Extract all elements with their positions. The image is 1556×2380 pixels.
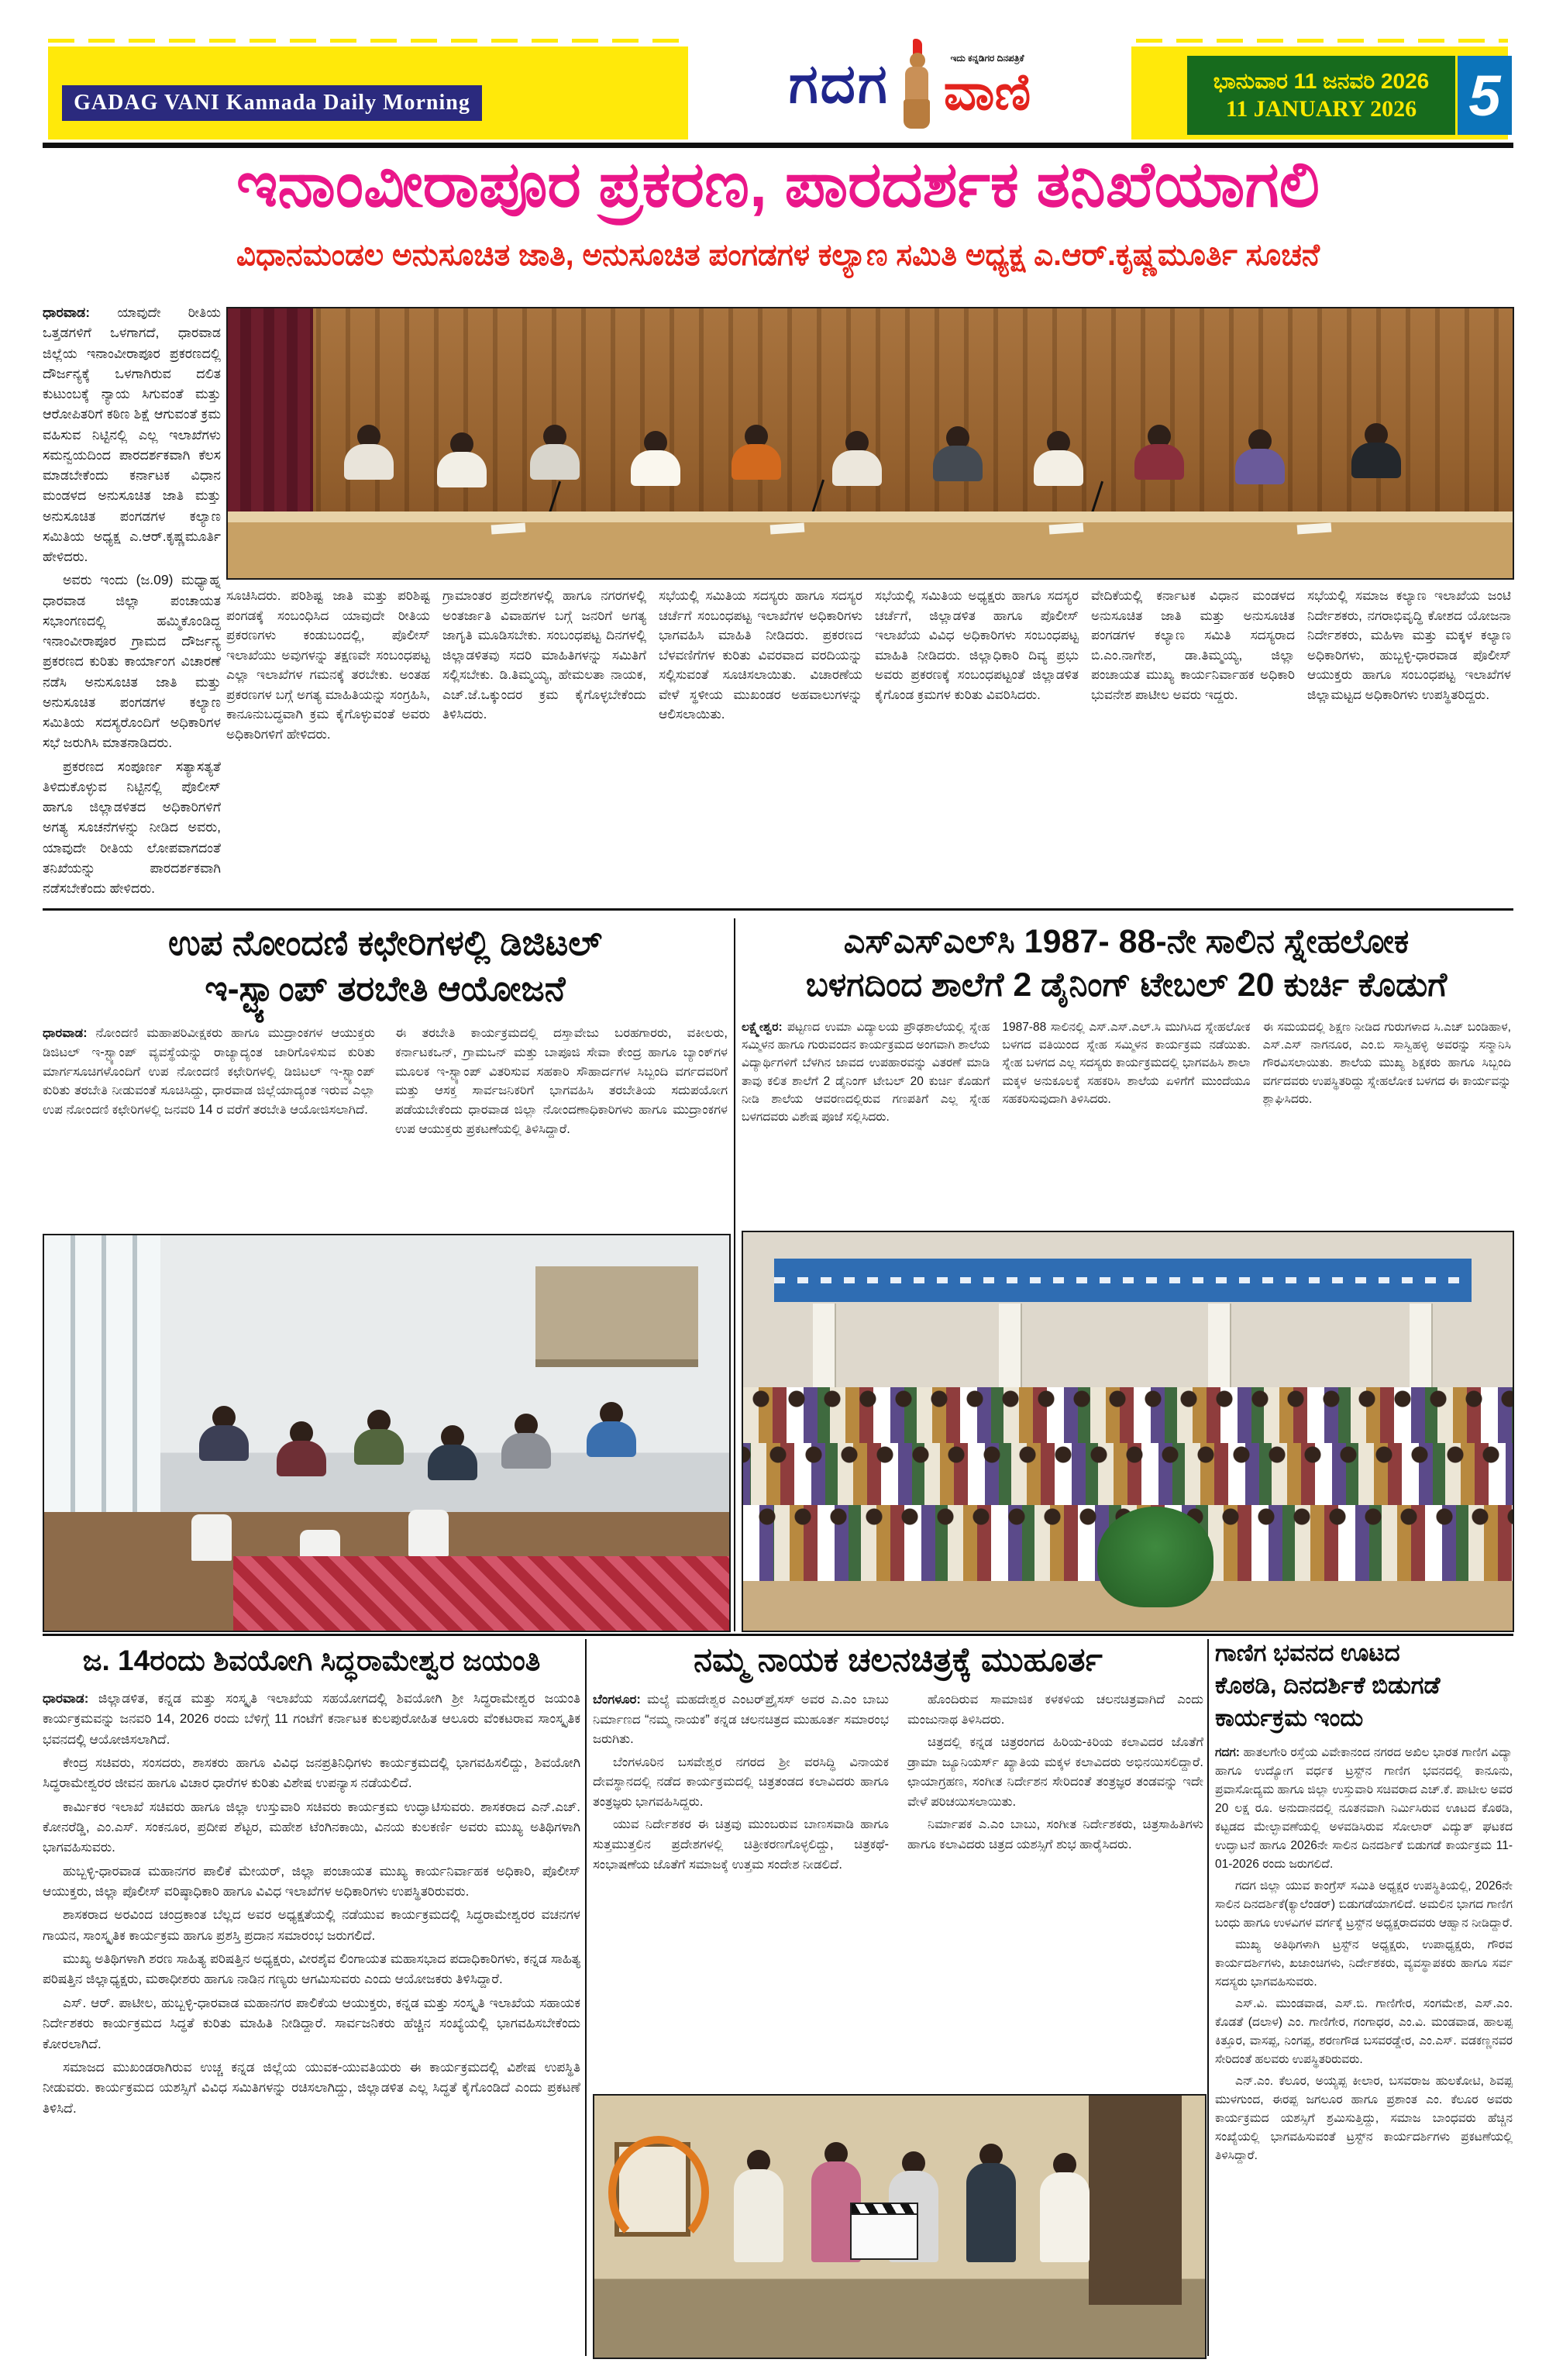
lead-headline: ಇನಾಂವೀರಾಪೂರ ಪ್ರಕರಣ, ಪಾರದರ್ಶಕ ತನಿಖೆಯಾಗಲಿ <box>236 150 1320 220</box>
ganiga-headline: ಗಾಣಿಗ ಭವನದ ಊಟದ ಕೊಠಡಿ, ದಿನದರ್ಶಿಕೆ ಬಿಡುಗಡೆ ಕಾರ್ಯಕ್ರಮ ಇಂದು <box>1215 1639 1441 1731</box>
estamp-dateline: ಧಾರವಾಡ: <box>43 1026 88 1040</box>
body-paragraph: ಎಸ್. ಆರ್. ಪಾಟೀಲ, ಹುಬ್ಬಳ್ಳಿ-ಧಾರವಾಡ ಮಹಾನಗರ ಪಾಲಿಕೆಯ ಆಯುಕ್ತರು, ಕನ್ನಡ ಮತ್ತು ಸಂಸ್ಕೃತಿ ಇಲಾಖೆಯ ಸಹಾಯಕ ನಿರ್ದೇಶಕರು ಕಾರ್ಯಕ್ರಮದ ಸಿದ್ಧತೆ ಕುರಿತು ಮಾಹಿತಿ ನೀಡಿದ್ದಾರೆ. ಸಾರ್ವಜನಿಕರು ಹೆಚ್ಚಿನ ಸಂಖ್ಯೆಯಲ್ಲಿ ಭಾಗವಹಿಸಬೇಕೆಂದು ಕೋರಲಾಗಿದೆ. <box>43 1995 580 2051</box>
body-paragraph: ಚಿತ್ರದಲ್ಲಿ ಕನ್ನಡ ಚಿತ್ರರಂಗದ ಹಿರಿಯ-ಕಿರಿಯ ಕಲಾವಿದರ ಜೊತೆಗೆ ಡ್ರಾಮಾ ಜ್ಯೂನಿಯರ್ಸ್ ಖ್ಯಾತಿಯ ಮಕ್ಕಳ ಕಲಾವಿದರು ಅಭಿನಯಿಸಲಿದ್ದಾರೆ. ಛಾಯಾಗ್ರಹಣ, ಸಂಗೀತ ನಿರ್ದೇಶನ ಸೇರಿದಂತೆ ತಂತ್ರಜ್ಞರ ತಂಡವನ್ನು ಇದೇ ವೇಳೆ ಪರಿಚಯಿಸಲಾಯಿತು. <box>907 1735 1203 1809</box>
muhurta-dateline: ಬೆಂಗಳೂರ: <box>593 1693 641 1707</box>
lead-column: ಸಭೆಯಲ್ಲಿ ಸಮಿತಿಯ ಸದಸ್ಯರು ಹಾಗೂ ಸದಸ್ಯರ ಚರ್ಚೆಗೆ ಸಂಬಂಧಪಟ್ಟ ಇಲಾಖೆಗಳ ಅಧಿಕಾರಿಗಳು ಭಾಗವಹಿಸಿ ಮಾಹಿತಿ ನೀಡಿದರು. ಪ್ರಕರಣದ ಬೆಳವಣಿಗೆಗಳ ಕುರಿತು ವಿವರವಾದ ವರದಿಯನ್ನು ಸಲ್ಲಿಸುವಂತೆ ಸೂಚಿಸಲಾಯಿತು. ವಿಚಾರಣೆಯ ವೇಳೆ ಸ್ಥಳೀಯ ಮುಖಂಡರ ಅಹವಾಲುಗಳನ್ನು ಆಲಿಸಲಾಯಿತು. <box>659 588 862 722</box>
body-paragraph: ಕೇಂದ್ರ ಸಚಿವರು, ಸಂಸದರು, ಶಾಸಕರು ಹಾಗೂ ವಿವಿಧ ಜನಪ್ರತಿನಿಧಿಗಳು ಕಾರ್ಯಕ್ರಮದಲ್ಲಿ ಭಾಗವಹಿಸಲಿದ್ದು, ಶಿವಯೋಗಿ ಸಿದ್ಧರಾಮೇಶ್ವರರ ಜೀವನ ಹಾಗೂ ವಿಚಾರ ಧಾರೆಗಳ ಕುರಿತು ವಿಶೇಷ ಉಪನ್ಯಾಸ ನಡೆಯಲಿದೆ. <box>43 1755 580 1791</box>
school-banner <box>774 1259 1472 1302</box>
estamp-headline: ಉಪ ನೋಂದಣಿ ಕಛೇರಿಗಳಲ್ಲಿ ಡಿಜಿಟಲ್ ಇ-ಸ್ಟ್ಯಾಂಪ್ ತರಬೇತಿ ಆಯೋಜನೆ <box>167 923 603 1008</box>
body-paragraph: ಮುಖ್ಯ ಅತಿಥಿಗಳಾಗಿ ಶರಣ ಸಾಹಿತ್ಯ ಪರಿಷತ್ತಿನ ಅಧ್ಯಕ್ಷರು, ವೀರಶೈವ ಲಿಂಗಾಯತ ಮಹಾಸಭಾದ ಪದಾಧಿಕಾರಿಗಳು, ಕನ್ನಡ ಸಾಹಿತ್ಯ ಪರಿಷತ್ತಿನ ಜಿಲ್ಲಾಧ್ಯಕ್ಷರು, ಮಠಾಧೀಶರು ಹಾಗೂ ನಾಡಿನ ಗಣ್ಯರು ಆಗಮಿಸುವರು ಎಂದು ಆಯೋಜಕರು ತಿಳಿಸಿದ್ದಾರೆ. <box>43 1951 580 1987</box>
section-rule <box>43 1634 1513 1636</box>
masthead-left-banner: GADAG VANI Kannada Daily Morning <box>62 85 482 121</box>
section-rule <box>43 908 1513 911</box>
meeting-dais-photo <box>226 307 1514 580</box>
column-rule <box>734 918 735 1631</box>
plant <box>1097 1507 1213 1607</box>
statue-logo-icon <box>899 39 935 130</box>
body-paragraph: ಸಮಾಜದ ಮುಖಂಡರಾಗಿರುವ ಉಚ್ಚ ಕನ್ನಡ ಜಿಲ್ಲೆಯ ಯುವಕ-ಯುವತಿಯರು ಈ ಕಾರ್ಯಕ್ರಮದಲ್ಲಿ ವಿಶೇಷ ಉಪಸ್ಥಿತಿ ನೀಡುವರು. ಕಾರ್ಯಕ್ರಮದ ಯಶಸ್ಸಿಗೆ ವಿವಿಧ ಸಮಿತಿಗಳನ್ನು ರಚಿಸಲಾಗಿದ್ದು, ಜಿಲ್ಲಾಡಳಿತ ಎಲ್ಲ ಸಿದ್ಧತೆ ಕೈಗೊಂಡಿದೆ ಎಂದು ಪ್ರಕಟಣೆ ತಿಳಿಸಿದೆ. <box>43 2059 580 2116</box>
jayanti-headline: ಜ. 14ರಂದು ಶಿವಯೋಗಿ ಸಿದ್ಧರಾಮೇಶ್ವರ ಜಯಂತಿ <box>82 1645 541 1676</box>
logo-word-gadag: ಗದಗ <box>788 53 890 114</box>
muhurta-photo <box>593 2094 1207 2359</box>
body-paragraph: ಮುಖ್ಯ ಅತಿಥಿಗಳಾಗಿ ಟ್ರಸ್ಟ್‌ನ ಅಧ್ಯಕ್ಷರು, ಉಪಾಧ್ಯಕ್ಷರು, ಗೌರವ ಕಾರ್ಯದರ್ಶಿಗಳು, ಖಜಾಂಚಿಗಳು, ನಿರ್ದೇಶಕರು, ವ್ಯವಸ್ಥಾಪಕರು ಹಾಗೂ ಸರ್ವ ಸದಸ್ಯರು ಭಾಗವಹಿಸುವರು. <box>1215 1937 1513 1989</box>
column-rule <box>1207 1639 1209 2356</box>
sslc-headline: ಎಸ್‌ಎಸ್‌ಎಲ್‌ಸಿ 1987- 88-ನೇ ಸಾಲಿನ ಸ್ನೇಹಲೋಕ ಬಳಗದಿಂದ ಶಾಲೆಗೆ 2 ಡೈನಿಂಗ್ ಟೇಬಲ್ 20 ಕುರ್ಚಿ ಕೊಡುಗೆ <box>805 923 1448 1004</box>
lead-left-column <box>43 302 221 904</box>
lead-column: ಸೂಚಿಸಿದರು. ಪರಿಶಿಷ್ಟ ಜಾತಿ ಮತ್ತು ಪರಿಶಿಷ್ಟ ಪಂಗಡಕ್ಕೆ ಸಂಬಂಧಿಸಿದ ಯಾವುದೇ ರೀತಿಯ ಪ್ರಕರಣಗಳು ಕಂಡುಬಂದಲ್ಲಿ, ಪೊಲೀಸ್ ಇಲಾಖೆಯು ಅವುಗಳನ್ನು ತಕ್ಷಣವೇ ಸಂಬಂಧಪಟ್ಟ ಎಲ್ಲಾ ಇಲಾಖೆಗಳ ಗಮನಕ್ಕೆ ತರಬೇಕು. ಅಂತಹ ಪ್ರಕರಣಗಳ ಬಗ್ಗೆ ಅಗತ್ಯ ಮಾಹಿತಿಯನ್ನು ಸಂಗ್ರಹಿಸಿ, ಕಾನೂನುಬದ್ಧವಾಗಿ ಕ್ರಮ ಕೈಗೊಳ್ಳುವಂತೆ ಅವರು ಅಧಿಕಾರಿಗಳಿಗೆ ಹೇಳಿದರು. <box>226 588 430 742</box>
body-paragraph: ಅವರು ಇಂದು (ಜ.09) ಮಧ್ಯಾಹ್ನ ಧಾರವಾಡ ಜಿಲ್ಲಾ ಪಂಚಾಯತ ಸಭಾಂಗಣದಲ್ಲಿ ಹಮ್ಮಿಕೊಂಡಿದ್ದ ಇನಾಂವೀರಾಪೂರ ಗ್ರಾಮದ ದೌರ್ಜನ್ಯ ಪ್ರಕರಣದ ಕುರಿತು ಕಾರ್ಯಾಂಗ ವಿಚಾರಣೆ ನಡೆಸಿ ಅನುಸೂಚಿತ ಜಾತಿ ಮತ್ತು ಅನುಸೂಚಿತ ಪಂಗಡಗಳ ಕಲ್ಯಾಣ ಸಮಿತಿಯ ಸದಸ್ಯರೊಂದಿಗೆ ಅಧಿಕಾರಿಗಳ ಸಭೆ ಜರುಗಿಸಿ ಮಾತನಾಡಿದರು. <box>43 572 221 751</box>
door <box>1089 2096 1182 2305</box>
story-muhurta: ನಮ್ಮ ನಾಯಕ ಚಲನಚಿತ್ರಕ್ಕೆ ಮುಹೂರ್ತ ಬೆಂಗಳೂರ: ಮಲ್ಯೆ ಮಹದೇಶ್ವರ ಎಂಟರ್‌ಪ್ರೈಸಸ್ ಅವರ ಎ.ಎಂ ಬಾಬು ನಿರ್ಮಾಣದ “ನಮ್ಮ ನಾಯಕ” ಕನ್ನಡ ಚಲನಚಿತ್ರದ ಮುಹೂರ್ತ ಸಮಾರಂಭ ಜರುಗಿತು. ಬೆಂಗಳೂರಿನ ಬಸವೇಶ್ವರ ನಗರದ ಶ್ರೀ ವರಸಿದ್ಧಿ ವಿನಾಯಕ ದೇವಸ್ಥಾನದಲ್ಲಿ ನಡೆದ ಕಾರ್ಯಕ್ರಮದಲ್ಲಿ ಚಿತ್ರತಂಡದ ಕಲಾವಿದರು ಹಾಗೂ ತಂತ್ರಜ್ಞರು ಭಾಗವಹಿಸಿದ್ದರು. ಯುವ ನಿರ್ದೇಶಕರ ಈ ಚಿತ್ರವು ಮುಂಬರುವ ಬಾಣಸವಾಡಿ ಹಾಗೂ ಸುತ್ತಮುತ್ತಲಿನ ಪ್ರದೇಶಗಳಲ್ಲಿ ಚಿತ್ರೀಕರಣಗೊಳ್ಳಲಿದ್ದು, ಚಿತ್ರಕಥೆ-ಸಂಭಾಷಣೆಯ ಜೊತೆಗೆ ಸಮಾಜಕ್ಕೆ ಉತ್ತಮ ಸಂದೇಶ ನೀಡಲಿದೆ. ಹೊಂದಿರುವ ಸಾಮಾಜಿಕ ಕಳಕಳಿಯ ಚಲನಚಿತ್ರವಾಗಿದೆ ಎಂದು ಮಂಜುನಾಥ ತಿಳಿಸಿದರು. ಚಿತ್ರದಲ್ಲಿ ಕನ್ನಡ ಚಿತ್ರರಂಗದ ಹಿರಿಯ-ಕಿರಿಯ ಕಲಾವಿದರ ಜೊತೆಗೆ ಡ್ರಾಮಾ ಜ್ಯೂನಿಯರ್ಸ್ ಖ್ಯಾತಿಯ ಮಕ್ಕಳ ಕಲಾವಿದರು ಅಭಿನಯಿಸಲಿದ್ದಾರೆ. ಛಾಯಾಗ್ರಹಣ, ಸಂಗೀತ ನಿರ್ದೇಶನ ಸೇರಿದಂತೆ ತಂತ್ರಜ್ಞರ ತಂಡವನ್ನು ಇದೇ ವೇಳೆ ಪರಿಚಯಿಸಲಾಯಿತು. ನಿರ್ಮಾಪಕ ಎ.ಎಂ ಬಾಬು, ಸಂಗೀತ ನಿರ್ದೇಶಕರು, ಚಿತ್ರಸಾಹಿತಿಗಳು ಹಾಗೂ ಕಲಾವಿದರು ಚಿತ್ರದ ಯಶಸ್ಸಿಗೆ ಶುಭ ಹಾರೈಸಿದರು. <box>593 1641 1203 2356</box>
window <box>44 1235 160 1512</box>
jayanti-dateline: ಧಾರವಾಡ: <box>43 1691 89 1706</box>
sslc-dateline: ಲಕ್ಷ್ಮೇಶ್ವರ: <box>742 1020 783 1034</box>
masthead-rule <box>43 143 1513 148</box>
body-paragraph: ಹೊಂದಿರುವ ಸಾಮಾಜಿಕ ಕಳಕಳಿಯ ಚಲನಚಿತ್ರವಾಗಿದೆ ಎಂದು ಮಂಜುನಾಥ ತಿಳಿಸಿದರು. <box>907 1693 1203 1727</box>
lead-column: ಸಭೆಯಲ್ಲಿ ಸಮಾಜ ಕಲ್ಯಾಣ ಇಲಾಖೆಯ ಜಂಟಿ ನಿರ್ದೇಶಕರು, ನಗರಾಭಿವೃದ್ಧಿ ಕೋಶದ ಯೋಜನಾ ನಿರ್ದೇಶಕರು, ಮಹಿಳಾ ಮತ್ತು ಮಕ್ಕಳ ಕಲ್ಯಾಣ ಅಧಿಕಾರಿಗಳು, ಹುಬ್ಬಳ್ಳಿ-ಧಾರವಾಡ ಪೊಲೀಸ್ ಆಯುಕ್ತರು ಹಾಗೂ ಸಂಬಂಧಪಟ್ಟ ಇಲಾಖೆಗಳ ಜಿಲ್ಲಾಮಟ್ಟದ ಅಧಿಕಾರಿಗಳು ಉಪಸ್ಥಿತರಿದ್ದರು. <box>1307 588 1511 702</box>
lead-subheadline: ವಿಧಾನಮಂಡಲ ಅನುಸೂಚಿತ ಜಾತಿ, ಅನುಸೂಚಿತ ಪಂಗಡಗಳ ಕಲ್ಯಾಣ ಸಮಿತಿ ಅಧ್ಯಕ್ಷ ಎ.ಆರ್.ಕೃಷ್ಣಮೂರ್ತಿ ಸೂಚನೆ <box>236 239 1320 272</box>
body-paragraph: ಶಾಸಕರಾದ ಅರವಿಂದ ಚಂದ್ರಕಾಂತ ಬೆಲ್ಲದ ಅವರ ಅಧ್ಯಕ್ಷತೆಯಲ್ಲಿ ನಡೆಯುವ ಕಾರ್ಯಕ್ರಮದಲ್ಲಿ ಸಿದ್ಧರಾಮೇಶ್ವರರ ವಚನಗಳ ಗಾಯನ, ಸಾಂಸ್ಕೃತಿಕ ಕಾರ್ಯಕ್ರಮ ಹಾಗೂ ಪ್ರಶಸ್ತಿ ಪ್ರದಾನ ಸಮಾರಂಭ ಜರುಗಲಿದೆ. <box>43 1907 580 1943</box>
body-paragraph: ಪ್ರಕರಣದ ಸಂಪೂರ್ಣ ಸತ್ಯಾಸತ್ಯತೆ ತಿಳಿದುಕೊಳ್ಳುವ ನಿಟ್ಟಿನಲ್ಲಿ ಪೊಲೀಸ್ ಹಾಗೂ ಜಿಲ್ಲಾಡಳಿತದ ಅಧಿಕಾರಿಗಳಿಗೆ ಅಗತ್ಯ ಸೂಚನೆಗಳನ್ನು ನೀಡಿದ ಅವರು, ಯಾವುದೇ ರೀತಿಯ ಲೋಪವಾಗದಂತೆ ತನಿಖೆಯನ್ನು ಪಾರದರ್ಶಕವಾಗಿ ನಡೆಸಬೇಕೆಂದು ಹೇಳಿದರು. <box>43 758 221 896</box>
estamp-body: ಧಾರವಾಡ: ನೋಂದಣಿ ಮಹಾಪರಿವೀಕ್ಷಕರು ಹಾಗೂ ಮುದ್ರಾಂಕಗಳ ಆಯುಕ್ತರು ಡಿಜಿಟಲ್ ಇ-ಸ್ಟ್ಯಾಂಪ್ ವ್ಯವಸ್ಥೆಯನ್ನು ರಾಜ್ಯಾದ್ಯಂತ ಜಾರಿಗೊಳಿಸುವ ಕುರಿತು ಮಾರ್ಗಸೂಚಿಗಳೊಂದಿಗೆ ಉಪ ನೋಂದಣಿ ಕಛೇರಿಗಳಲ್ಲಿ ಡಿಜಿಟಲ್ ಇ-ಸ್ಟ್ಯಾಂಪ್ ಕುರಿತು ತರಬೇತಿ ನೀಡುವಂತೆ ಸೂಚಿಸಿದ್ದು, ಧಾರವಾಡ ಜಿಲ್ಲೆಯಾದ್ಯಂತ ಇರುವ ಎಲ್ಲಾ ಉಪ ನೋಂದಣಿ ಕಛೇರಿಗಳಲ್ಲಿ ಜನವರಿ 14 ರ ವರೆಗೆ ತರಬೇತಿ ಆಯೋಜಿಸಲಾಗಿದೆ. ಈ ತರಬೇತಿ ಕಾರ್ಯಕ್ರಮದಲ್ಲಿ ದಸ್ತಾವೇಜು ಬರಹಗಾರರು, ವಕೀಲರು, ಕರ್ನಾಟಕಒನ್, ಗ್ರಾಮಒನ್ ಮತ್ತು ಬಾಪೂಜಿ ಸೇವಾ ಕೇಂದ್ರ ಹಾಗೂ ಬ್ಯಾಂಕ್‌ಗಳ ಮೂಲಕ ಇ-ಸ್ಟ್ಯಾಂಪ್ ವಿತರಿಸುವ ಸಹಕಾರಿ ಸೌಹಾರ್ದಗಳ ಸಿಬ್ಬಂದಿ ವರ್ಗದವರಿಗೆ ಮತ್ತು ಆಸಕ್ತ ಸಾರ್ವಜನಿಕರಿಗೆ ಭಾಗವಹಿಸಿ ತರಬೇತಿಯ ಸದುಪಯೋಗ ಪಡೆಯಬೇಕೆಂದು ಧಾರವಾಡ ಜಿಲ್ಲಾ ನೋಂದಣಾಧಿಕಾರಿಗಳು ಹಾಗೂ ಮುದ್ರಾಂಕಗಳ ಉಪ ಆಯುಕ್ತರು ಪ್ರಕಟಣೆಯಲ್ಲಿ ತಿಳಿಸಿದ್ದಾರೆ. <box>43 1026 728 1136</box>
lead-body-columns <box>226 586 1511 902</box>
muhurta-headline: ನಮ್ಮ ನಾಯಕ ಚಲನಚಿತ್ರಕ್ಕೆ ಮುಹೂರ್ತ <box>694 1641 1103 1679</box>
logo-word-vani: ವಾಣಿ <box>943 62 1031 120</box>
page-number: 5 <box>1458 56 1512 135</box>
date-box <box>1187 56 1455 135</box>
masthead-logo <box>688 28 1131 141</box>
logo-tagline: ಇದು ಕನ್ನಡಿಗರ ದಿನಪತ್ರಿಕೆ <box>950 52 1024 64</box>
body-paragraph <box>43 901 221 904</box>
lead-column: ಗ್ರಾಮಾಂತರ ಪ್ರದೇಶಗಳಲ್ಲಿ ಹಾಗೂ ನಗರಗಳಲ್ಲಿ ಅಂತರ್ಜಾತಿ ವಿವಾಹಗಳ ಬಗ್ಗೆ ಜನರಿಗೆ ಅಗತ್ಯ ಜಾಗೃತಿ ಮೂಡಿಸಬೇಕು. ಸಂಬಂಧಪಟ್ಟ ದಿನಗಳಲ್ಲಿ ಜಿಲ್ಲಾಡಳಿತವು ಸದರಿ ಮಾಹಿತಿಗಳನ್ನು ಸಮಿತಿಗೆ ಸಲ್ಲಿಸಬೇಕು. ಡಿ.ತಿಮ್ಮಯ್ಯ, ಹೇಮಲತಾ ನಾಯಕ, ಎಚ್.ಜೆ.ಒಕ್ಕುಂದರ ಕ್ರಮ ಕೈಗೊಳ್ಳಬೇಕೆಂದು ತಿಳಿಸಿದರು. <box>442 588 646 722</box>
date-kannada: ಭಾನುವಾರ 11 ಜನವರಿ 2026 <box>1213 68 1430 93</box>
training-room-photo <box>43 1234 731 1632</box>
body-paragraph: ಯುವ ನಿರ್ದೇಶಕರ ಈ ಚಿತ್ರವು ಮುಂಬರುವ ಬಾಣಸವಾಡಿ ಹಾಗೂ ಸುತ್ತಮುತ್ತಲಿನ ಪ್ರದೇಶಗಳಲ್ಲಿ ಚಿತ್ರೀಕರಣಗೊಳ್ಳಲಿದ್ದು, ಚಿತ್ರಕಥೆ-ಸಂಭಾಷಣೆಯ ಜೊತೆಗೆ ಸಮಾಜಕ್ಕೆ ಉತ್ತಮ ಸಂದೇಶ ನೀಡಲಿದೆ. <box>593 1817 889 1872</box>
school-group-photo <box>742 1231 1514 1632</box>
clapperboard <box>850 2212 918 2260</box>
body-paragraph: ನಿರ್ಮಾಪಕ ಎ.ಎಂ ಬಾಬು, ಸಂಗೀತ ನಿರ್ದೇಶಕರು, ಚಿತ್ರಸಾಹಿತಿಗಳು ಹಾಗೂ ಕಲಾವಿದರು ಚಿತ್ರದ ಯಶಸ್ಸಿಗೆ ಶುಭ ಹಾರೈಸಿದರು. <box>907 1817 1203 1851</box>
lead-dateline: ಧಾರವಾಡ: <box>43 305 91 320</box>
ganiga-dateline: ಗದಗ: <box>1215 1745 1240 1759</box>
date-english: 11 JANUARY 2026 <box>1225 95 1417 122</box>
body-paragraph: ಕಾರ್ಮಿಕರ ಇಲಾಖೆ ಸಚಿವರು ಹಾಗೂ ಜಿಲ್ಲಾ ಉಸ್ತುವಾರಿ ಸಚಿವರು ಕಾರ್ಯಕ್ರಮ ಉದ್ಘಾಟಿಸುವರು. ಶಾಸಕರಾದ ಎನ್.ಎಚ್. ಕೋನರೆಡ್ಡಿ, ಎಂ.ಎಸ್. ಸಂಕನೂರ, ಪ್ರದೀಪ ಶೆಟ್ಟರ, ಮಹೇಶ ಟೆಂಗಿನಕಾಯಿ, ವಿನಯ ಕುಲಕರ್ಣಿ ಅವರು ಮುಖ್ಯ ಅತಿಥಿಗಳಾಗಿ ಭಾಗವಹಿಸುವರು. <box>43 1799 580 1855</box>
body-paragraph: ಎಸ್.ವಿ. ಮುಂಡವಾಡ, ಎಸ್.ಬಿ. ಗಾಣಿಗೇರ, ಸಂಗಮೇಶ, ಎಸ್.ಎಂ. ಕೊಡತೆ (ದಲಾಳ) ಎಂ. ಗಾಣಿಗೇರ, ಗಂಗಾಧರ, ಎಂ.ವಿ. ಮಂಡವಾಡ, ಹಾಲಪ್ಪ ಕಿತ್ತೂರ, ವಾಸಪ್ಪ, ನಿಂಗಪ್ಪ, ಶರಣಗೌಡ ಬಸವರಡ್ಡೇರ, ಎಂ.ಎಸ್. ವಡಕಣ್ಣನವರ ಸೇರಿದಂತೆ ಹಲವರು ಉಪಸ್ಥಿತರಿರುವರು. <box>1215 1996 1513 2066</box>
lead-column: ಸಭೆಯಲ್ಲಿ ಸಮಿತಿಯ ಅಧ್ಯಕ್ಷರು ಹಾಗೂ ಸದಸ್ಯರ ಚರ್ಚೆಗೆ, ಜಿಲ್ಲಾಡಳಿತ ಹಾಗೂ ಪೊಲೀಸ್ ಇಲಾಖೆಯ ವಿವಿಧ ಅಧಿಕಾರಿಗಳು ಸಂಬಂಧಪಟ್ಟ ಮಾಹಿತಿ ನೀಡಿದರು. ಜಿಲ್ಲಾಧಿಕಾರಿ ದಿವ್ಯ ಪ್ರಭು ಅವರು ಪ್ರಕರಣಕ್ಕೆ ಸಂಬಂಧಪಟ್ಟಂತೆ ಜಿಲ್ಲಾಡಳಿತ ಕೈಗೊಂಡ ಕ್ರಮಗಳ ಕುರಿತು ವಿವರಿಸಿದರು. <box>875 588 1079 702</box>
body-paragraph: ಎನ್.ಎಂ. ಕೆಲೂರ, ಅಯ್ಯಪ್ಪ ಕೀಲಾರ, ಬಸವರಾಜ ಹುಲಕೋಟಿ, ಶಿವಪ್ಪ ಮುಳಗುಂದ, ಈರಪ್ಪ ಜಗಲೂರ ಹಾಗೂ ಪ್ರಶಾಂತ ಎಂ. ಕೆಲೂರ ಅವರು ಕಾರ್ಯಕ್ರಮದ ಯಶಸ್ಸಿಗೆ ಶ್ರಮಿಸುತ್ತಿದ್ದು, ಸಮಾಜ ಬಾಂಧವರು ಹೆಚ್ಚಿನ ಸಂಖ್ಯೆಯಲ್ಲಿ ಭಾಗವಹಿಸುವಂತೆ ಟ್ರಸ್ಟ್‌ನ ಕಾರ್ಯದರ್ಶಿಗಳು ಪ್ರಕಟಣೆಯಲ್ಲಿ ತಿಳಿಸಿದ್ದಾರೆ. <box>1215 2074 1513 2162</box>
sslc-body: ಲಕ್ಷ್ಮೇಶ್ವರ: ಪಟ್ಟಣದ ಉಮಾ ವಿದ್ಯಾಲಯ ಪ್ರೌಢಶಾಲೆಯಲ್ಲಿ ಸ್ನೇಹ ಸಮ್ಮಿಳನ ಹಾಗೂ ಗುರುವಂದನ ಕಾರ್ಯಕ್ರಮದ ಅಂಗವಾಗಿ ಶಾಲೆಯ ವಿದ್ಯಾರ್ಥಿಗಳಿಗೆ ಬೆಳಗಿನ ಜಾವದ ಉಪಹಾರವನ್ನು ವಿತರಣೆ ಮಾಡಿ ತಾವು ಕಲಿತ ಶಾಲೆಗೆ 2 ಡೈನಿಂಗ್ ಟೇಬಲ್ 20 ಕುರ್ಚಿ ಕೊಡುಗೆ ನೀಡಿ ಶಾಲೆಯ ಆವರಣದಲ್ಲಿರುವ ಗಣಪತಿಗೆ ಎಲ್ಲ ಸ್ನೇಹ ಬಳಗದವರು ವಿಶೇಷ ಪೂಜೆ ಸಲ್ಲಿಸಿದರು. 1987-88 ಸಾಲಿನಲ್ಲಿ ಎಸ್.ಎಸ್.ಎಲ್.ಸಿ ಮುಗಿಸಿದ ಸ್ನೇಹಲೋಕ ಬಳಗದ ವತಿಯಿಂದ ಸ್ನೇಹ ಸಮ್ಮಿಳನ ಕಾರ್ಯಕ್ರಮ ನಡೆಯಿತು. ಸ್ನೇಹ ಬಳಗದ ಎಲ್ಲ ಸದಸ್ಯರು ಕಾರ್ಯಕ್ರಮದಲ್ಲಿ ಭಾಗವಹಿಸಿ ಶಾಲಾ ಮಕ್ಕಳ ಅನುಕೂಲಕ್ಕೆ ಸಹಕರಿಸಿ ಶಾಲೆಯ ಏಳಿಗೆಗೆ ಮುಂದೆಯೂ ಸಹಕರಿಸುವುದಾಗಿ ತಿಳಿಸಿದರು. ಈ ಸಮಯದಲ್ಲಿ ಶಿಕ್ಷಣ ನೀಡಿದ ಗುರುಗಳಾದ ಸಿ.ಎಚ್ ಬಂಡಿಹಾಳ, ಎಸ್.ಎಸ್ ನಾಗನೂರ, ಎಂ.ಬಿ ಸಾಸ್ವಿಹಳ್ಳಿ ಅವರನ್ನು ಸನ್ಮಾನಿಸಿ ಗೌರವಿಸಲಾಯಿತು. ಶಾಲೆಯ ಮುಖ್ಯ ಶಿಕ್ಷಕರು ಹಾಗೂ ಸಿಬ್ಬಂದಿ ವರ್ಗದವರು ಉಪಸ್ಥಿತರಿದ್ದು ಸ್ನೇಹಲೋಕ ಬಳಗದ ಈ ಕಾರ್ಯವನ್ನು ಶ್ಲಾಘಿಸಿದರು. <box>742 1020 1511 1125</box>
lead-column: ವೇದಿಕೆಯಲ್ಲಿ ಕರ್ನಾಟಕ ವಿಧಾನ ಮಂಡಳದ ಅನುಸೂಚಿತ ಜಾತಿ ಮತ್ತು ಅನುಸೂಚಿತ ಪಂಗಡಗಳ ಕಲ್ಯಾಣ ಸಮಿತಿ ಸದಸ್ಯರಾದ ಬಿ.ಎಂ.ನಾಗೇಶ, ಡಾ.ತಿಮ್ಮಯ್ಯ, ಜಿಲ್ಲಾ ಪಂಚಾಯತ ಮುಖ್ಯ ಕಾರ್ಯನಿರ್ವಾಹಕ ಅಧಿಕಾರಿ ಭುವನೇಶ ಪಾಟೀಲ ಅವರು ಇದ್ದರು. <box>1091 588 1295 702</box>
body-paragraph: ಬೆಂಗಳೂರಿನ ಬಸವೇಶ್ವರ ನಗರದ ಶ್ರೀ ವರಸಿದ್ಧಿ ವಿನಾಯಕ ದೇವಸ್ಥಾನದಲ್ಲಿ ನಡೆದ ಕಾರ್ಯಕ್ರಮದಲ್ಲಿ ಚಿತ್ರತಂಡದ ಕಲಾವಿದರು ಹಾಗೂ ತಂತ್ರಜ್ಞರು ಭಾಗವಹಿಸಿದ್ದರು. <box>593 1755 889 1809</box>
column-rule <box>585 1639 587 2356</box>
lead-para: ಯಾವುದೇ ರೀತಿಯ ಒತ್ತಡಗಳಿಗೆ ಒಳಗಾಗದೆ, ಧಾರವಾಡ ಜಿಲ್ಲೆಯ ಇನಾಂವೀರಾಪೂರ ಪ್ರಕರಣದಲ್ಲಿ ದೌರ್ಜನ್ಯಕ್ಕೆ ಒಳಗಾಗಿರುವ ದಲಿತ ಕುಟುಂಬಕ್ಕೆ ನ್ಯಾಯ ಸಿಗುವಂತೆ ಮತ್ತು ಆರೋಪಿತರಿಗೆ ಕಠಿಣ ಶಿಕ್ಷೆ ಆಗುವಂತೆ ಕ್ರಮ ವಹಿಸುವ ನಿಟ್ಟಿನಲ್ಲಿ ಎಲ್ಲ ಇಲಾಖೆಗಳು ಸಮನ್ವಯದಿಂದ ಪಾರದರ್ಶಕವಾಗಿ ಕೆಲಸ ಮಾಡಬೇಕೆಂದು ಕರ್ನಾಟಕ ವಿಧಾನ ಮಂಡಳದ ಅನುಸೂಚಿತ ಜಾತಿ ಮತ್ತು ಅನುಸೂಚಿತ ಪಂಗಡಗಳ ಕಲ್ಯಾಣ ಸಮಿತಿಯ ಅಧ್ಯಕ್ಷ ಎ.ಆರ್.ಕೃಷ್ಣಮೂರ್ತಿ ಹೇಳಿದರು. <box>43 305 221 564</box>
story-jayanti: ಜ. 14ರಂದು ಶಿವಯೋಗಿ ಸಿದ್ಧರಾಮೇಶ್ವರ ಜಯಂತಿ ಧಾರವಾಡ: ಜಿಲ್ಲಾಡಳಿತ, ಕನ್ನಡ ಮತ್ತು ಸಂಸ್ಕೃತಿ ಇಲಾಖೆಯ ಸಹಯೋಗದಲ್ಲಿ ಶಿವಯೋಗಿ ಶ್ರೀ ಸಿದ್ಧರಾಮೇಶ್ವರ ಜಯಂತಿ ಕಾರ್ಯಕ್ರಮವನ್ನು ಜನವರಿ 14, 2026 ರಂದು ಬೆಳಿಗ್ಗೆ 11 ಗಂಟೆಗೆ ಕರ್ನಾಟಕ ಕುಲಪುರೋಹಿತ ಆಲೂರು ವೆಂಕಟರಾವ ಸಾಂಸ್ಕೃತಿಕ ಭವನದಲ್ಲಿ ಆಯೋಜಿಸಲಾಗಿದೆ. ಕೇಂದ್ರ ಸಚಿವರು, ಸಂಸದರು, ಶಾಸಕರು ಹಾಗೂ ವಿವಿಧ ಜನಪ್ರತಿನಿಧಿಗಳು ಕಾರ್ಯಕ್ರಮದಲ್ಲಿ ಭಾಗವಹಿಸಲಿದ್ದು, ಶಿವಯೋಗಿ ಸಿದ್ಧರಾಮೇಶ್ವರರ ಜೀವನ ಹಾಗೂ ವಿಚಾರ ಧಾರೆಗಳ ಕುರಿತು ವಿಶೇಷ ಉಪನ್ಯಾಸ ನಡೆಯಲಿದೆ. ಕಾರ್ಮಿಕರ ಇಲಾಖೆ ಸಚಿವರು ಹಾಗೂ ಜಿಲ್ಲಾ ಉಸ್ತುವಾರಿ ಸಚಿವರು ಕಾರ್ಯಕ್ರಮ ಉದ್ಘಾಟಿಸುವರು. ಶಾಸಕರಾದ ಎನ್.ಎಚ್. ಕೋನರೆಡ್ಡಿ, ಎಂ.ಎಸ್. ಸಂಕನೂರ, ಪ್ರದೀಪ ಶೆಟ್ಟರ, ಮಹೇಶ ಟೆಂಗಿನಕಾಯಿ, ವಿನಯ ಕುಲಕರ್ಣಿ ಅವರು ಮುಖ್ಯ ಅತಿಥಿಗಳಾಗಿ ಭಾಗವಹಿಸುವರು. ಹುಬ್ಬಳ್ಳಿ-ಧಾರವಾಡ ಮಹಾನಗರ ಪಾಲಿಕೆ ಮೇಯರ್, ಜಿಲ್ಲಾ ಪಂಚಾಯತ ಮುಖ್ಯ ಕಾರ್ಯನಿರ್ವಾಹಕ ಅಧಿಕಾರಿ, ಪೊಲೀಸ್ ಆಯುಕ್ತರು, ಜಿಲ್ಲಾ ಪೊಲೀಸ್ ವರಿಷ್ಠಾಧಿಕಾರಿ ಹಾಗೂ ವಿವಿಧ ಇಲಾಖೆಗಳ ಅಧಿಕಾರಿಗಳು ಉಪಸ್ಥಿತರಿರುವರು. ಶಾಸಕರಾದ ಅರವಿಂದ ಚಂದ್ರಕಾಂತ ಬೆಲ್ಲದ ಅವರ ಅಧ್ಯಕ್ಷತೆಯಲ್ಲಿ ನಡೆಯುವ ಕಾರ್ಯಕ್ರಮದಲ್ಲಿ ಸಿದ್ಧರಾಮೇಶ್ವರರ ವಚನಗಳ ಗಾಯನ, ಸಾಂಸ್ಕೃತಿಕ ಕಾರ್ಯಕ್ರಮ ಹಾಗೂ ಪ್ರಶಸ್ತಿ ಪ್ರದಾನ ಸಮಾರಂಭ ಜರುಗಲಿದೆ. ಮುಖ್ಯ ಅತಿಥಿಗಳಾಗಿ ಶರಣ ಸಾಹಿತ್ಯ ಪರಿಷತ್ತಿನ ಅಧ್ಯಕ್ಷರು, ವೀರಶೈವ ಲಿಂಗಾಯತ ಮಹಾಸಭಾದ ಪದಾಧಿಕಾರಿಗಳು, ಕನ್ನಡ ಸಾಹಿತ್ಯ ಪರಿಷತ್ತಿನ ಜಿಲ್ಲಾಧ್ಯಕ್ಷರು, ಮಠಾಧೀಶರು ಹಾಗೂ ನಾಡಿನ ಗಣ್ಯರು ಆಗಮಿಸುವರು ಎಂದು ಆಯೋಜಕರು ತಿಳಿಸಿದ್ದಾರೆ. ಎಸ್. ಆರ್. ಪಾಟೀಲ, ಹುಬ್ಬಳ್ಳಿ-ಧಾರವಾಡ ಮಹಾನಗರ ಪಾಲಿಕೆಯ ಆಯುಕ್ತರು, ಕನ್ನಡ ಮತ್ತು ಸಂಸ್ಕೃತಿ ಇಲಾಖೆಯ ಸಹಾಯಕ ನಿರ್ದೇಶಕರು ಕಾರ್ಯಕ್ರಮದ ಸಿದ್ಧತೆ ಕುರಿತು ಮಾಹಿತಿ ನೀಡಿದ್ದಾರೆ. ಸಾರ್ವಜನಿಕರು ಹೆಚ್ಚಿನ ಸಂಖ್ಯೆಯಲ್ಲಿ ಭಾಗವಹಿಸಬೇಕೆಂದು ಕೋರಲಾಗಿದೆ. ಸಮಾಜದ ಮುಖಂಡರಾಗಿರುವ ಉಚ್ಚ ಕನ್ನಡ ಜಿಲ್ಲೆಯ ಯುವಕ-ಯುವತಿಯರು ಈ ಕಾರ್ಯಕ್ರಮದಲ್ಲಿ ವಿಶೇಷ ಉಪಸ್ಥಿತಿ ನೀಡುವರು. ಕಾರ್ಯಕ್ರಮದ ಯಶಸ್ಸಿಗೆ ವಿವಿಧ ಸಮಿತಿಗಳನ್ನು ರಚಿಸಲಾಗಿದ್ದು, ಜಿಲ್ಲಾಡಳಿತ ಎಲ್ಲ ಸಿದ್ಧತೆ ಕೈಗೊಂಡಿದೆ ಎಂದು ಪ್ರಕಟಣೆ ತಿಳಿಸಿದೆ. <box>43 1645 580 2356</box>
tablecloth <box>233 1556 729 1631</box>
body-paragraph: ಗದಗ ಜಿಲ್ಲಾ ಯುವ ಕಾಂಗ್ರೆಸ್ ಸಮಿತಿ ಅಧ್ಯಕ್ಷರ ಉಪಸ್ಥಿತಿಯಲ್ಲಿ, 2026ನೇ ಸಾಲಿನ ದಿನದರ್ಶಿಕೆ(ಕ್ಯಾಲೆಂಡರ್) ಬಿಡುಗಡೆಯಾಗಲಿದೆ. ಅಮಲಿನ ಭಾಗದ ಗಾಣಿಗ ಬಂಧು ಹಾಗೂ ಉಳವಿಗಳ ವರ್ಗಕ್ಕೆ ಟ್ರಸ್ಟ್‌ನ ಅಧ್ಯಕ್ಷರಾದವರು ಆಹ್ವಾನ ನೀಡಿದ್ದಾರೆ. <box>1215 1879 1513 1930</box>
story-ganiga: ಗಾಣಿಗ ಭವನದ ಊಟದ ಕೊಠಡಿ, ದಿನದರ್ಶಿಕೆ ಬಿಡುಗಡೆ ಕಾರ್ಯಕ್ರಮ ಇಂದು ಗದಗ: ಹಾತಲಗೇರಿ ರಸ್ತೆಯ ವಿವೇಕಾನಂದ ನಗರದ ಅಖಿಲ ಭಾರತ ಗಾಣಿಗ ವಿದ್ಯಾ ಹಾಗೂ ಉದ್ಯೋಗ ವರ್ಧಕ ಟ್ರಸ್ಟ್‌ನ ಗಾಣಿಗ ಭವನದಲ್ಲಿ ಕಾನೂನು, ಪ್ರವಾಸೋದ್ಯಮ ಹಾಗೂ ಜಿಲ್ಲಾ ಉಸ್ತುವಾರಿ ಸಚಿವರಾದ ಎಚ್.ಕೆ. ಪಾಟೀಲ ಅವರ 20 ಲಕ್ಷ ರೂ. ಅನುದಾನದಲ್ಲಿ ನೂತನವಾಗಿ ನಿರ್ಮಿಸಿರುವ ಊಟದ ಕೊಠಡಿ, ಕಟ್ಟಡದ ಮೇಲ್ಛಾವಣೆಯಲ್ಲಿ ಅಳವಡಿಸಿರುವ ಸೋಲಾರ್ ವಿದ್ಯುತ್ ಘಟಕದ ಉದ್ಘಾಟನೆ ಹಾಗೂ 2026ನೇ ಸಾಲಿನ ದಿನದರ್ಶಿಕೆ ಬಿಡುಗಡೆ ಕಾರ್ಯಕ್ರಮ 11-01-2026 ರಂದು ಜರುಗಲಿದೆ. ಗದಗ ಜಿಲ್ಲಾ ಯುವ ಕಾಂಗ್ರೆಸ್ ಸಮಿತಿ ಅಧ್ಯಕ್ಷರ ಉಪಸ್ಥಿತಿಯಲ್ಲಿ, 2026ನೇ ಸಾಲಿನ ದಿನದರ್ಶಿಕೆ(ಕ್ಯಾಲೆಂಡರ್) ಬಿಡುಗಡೆಯಾಗಲಿದೆ. ಅಮಲಿನ ಭಾಗದ ಗಾಣಿಗ ಬಂಧು ಹಾಗೂ ಉಳವಿಗಳ ವರ್ಗಕ್ಕೆ ಟ್ರಸ್ಟ್‌ನ ಅಧ್ಯಕ್ಷರಾದವರು ಆಹ್ವಾನ ನೀಡಿದ್ದಾರೆ. ಮುಖ್ಯ ಅತಿಥಿಗಳಾಗಿ ಟ್ರಸ್ಟ್‌ನ ಅಧ್ಯಕ್ಷರು, ಉಪಾಧ್ಯಕ್ಷರು, ಗೌರವ ಕಾರ್ಯದರ್ಶಿಗಳು, ಖಜಾಂಚಿಗಳು, ನಿರ್ದೇಶಕರು, ವ್ಯವಸ್ಥಾಪಕರು ಹಾಗೂ ಸರ್ವ ಸದಸ್ಯರು ಭಾಗವಹಿಸುವರು. ಎಸ್.ವಿ. ಮುಂಡವಾಡ, ಎಸ್.ಬಿ. ಗಾಣಿಗೇರ, ಸಂಗಮೇಶ, ಎಸ್.ಎಂ. ಕೊಡತೆ (ದಲಾಳ) ಎಂ. ಗಾಣಿಗೇರ, ಗಂಗಾಧರ, ಎಂ.ವಿ. ಮಂಡವಾಡ, ಹಾಲಪ್ಪ ಕಿತ್ತೂರ, ವಾಸಪ್ಪ, ನಿಂಗಪ್ಪ, ಶರಣಗೌಡ ಬಸವರಡ್ಡೇರ, ಎಂ.ಎಸ್. ವಡಕಣ್ಣನವರ ಸೇರಿದಂತೆ ಹಲವರು ಉಪಸ್ಥಿತರಿರುವರು. ಎನ್.ಎಂ. ಕೆಲೂರ, ಅಯ್ಯಪ್ಪ ಕೀಲಾರ, ಬಸವರಾಜ ಹುಲಕೋಟಿ, ಶಿವಪ್ಪ ಮುಳಗುಂದ, ಈರಪ್ಪ ಜಗಲೂರ ಹಾಗೂ ಪ್ರಶಾಂತ ಎಂ. ಕೆಲೂರ ಅವರು ಕಾರ್ಯಕ್ರಮದ ಯಶಸ್ಸಿಗೆ ಶ್ರಮಿಸುತ್ತಿದ್ದು, ಸಮಾಜ ಬಾಂಧವರು ಹೆಚ್ಚಿನ ಸಂಖ್ಯೆಯಲ್ಲಿ ಭಾಗವಹಿಸುವಂತೆ ಟ್ರಸ್ಟ್‌ನ ಕಾರ್ಯದರ್ಶಿಗಳು ಪ್ರಕಟಣೆಯಲ್ಲಿ ತಿಳಿಸಿದ್ದಾರೆ. <box>1215 1637 1513 2356</box>
body-paragraph: ಹುಬ್ಬಳ್ಳಿ-ಧಾರವಾಡ ಮಹಾನಗರ ಪಾಲಿಕೆ ಮೇಯರ್, ಜಿಲ್ಲಾ ಪಂಚಾಯತ ಮುಖ್ಯ ಕಾರ್ಯನಿರ್ವಾಹಕ ಅಧಿಕಾರಿ, ಪೊಲೀಸ್ ಆಯುಕ್ತರು, ಜಿಲ್ಲಾ ಪೊಲೀಸ್ ವರಿಷ್ಠಾಧಿಕಾರಿ ಹಾಗೂ ವಿವಿಧ ಇಲಾಖೆಗಳ ಅಧಿಕಾರಿಗಳು ಉಪಸ್ಥಿತರಿರುವರು. <box>43 1863 580 1900</box>
